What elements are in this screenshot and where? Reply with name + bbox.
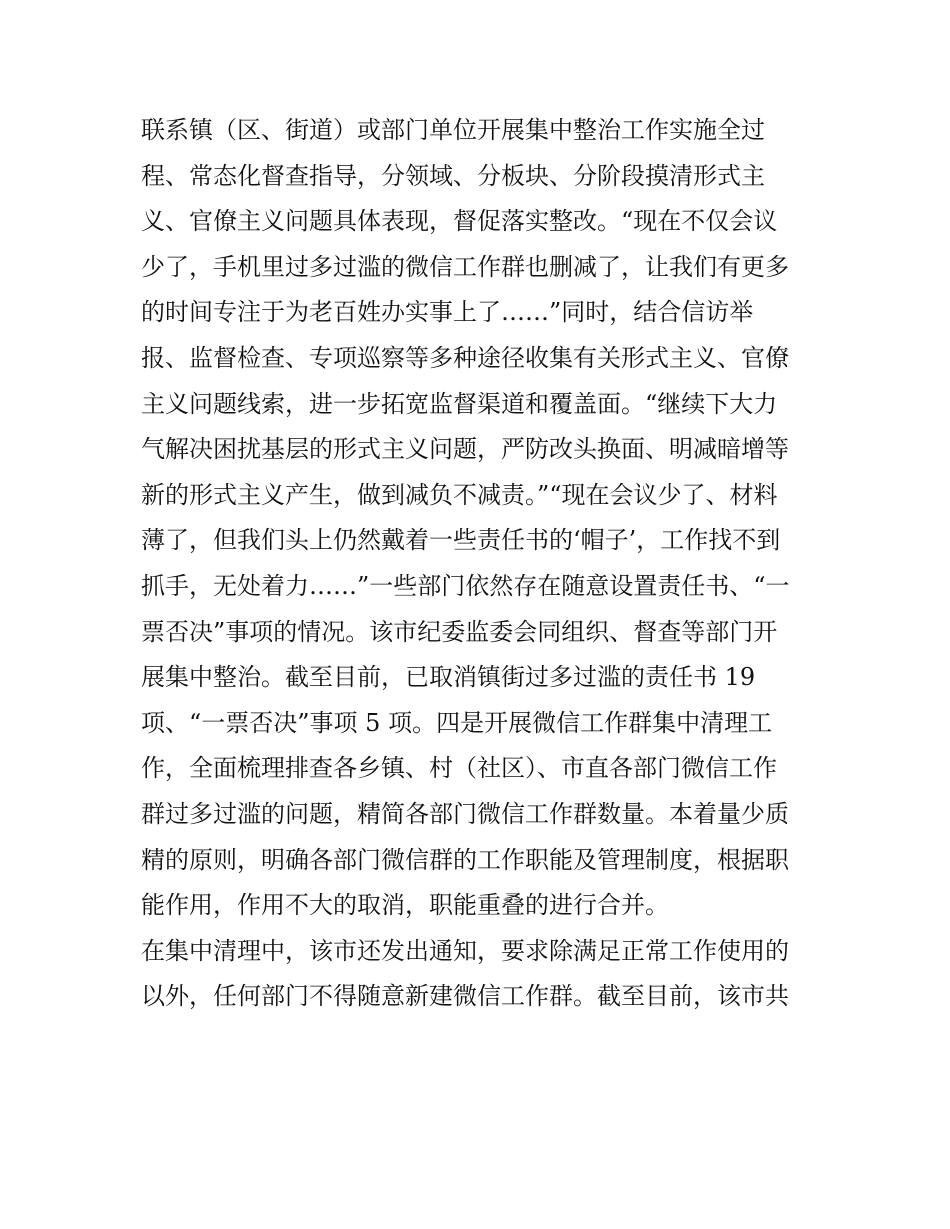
text-line: 作，全面梳理排查各乡镇、村（社区）、市直各部门微信工作	[141, 754, 777, 783]
text-line: 群过多过滥的问题，精简各部门微信工作群数量。本着量少质	[141, 799, 789, 828]
text-line: 气解决困扰基层的形式主义问题，严防改头换面、明减暗增等	[141, 435, 789, 464]
body-text	[141, 108, 821, 1020]
text-line: 报、监督检查、专项巡察等多种途径收集有关形式主义、官僚	[141, 343, 789, 372]
text-line: 展集中整治。截至目前，已取消镇街过多过滥的责任书 19	[141, 663, 756, 692]
text-line: 以外，任何部门不得随意新建微信工作群。截至目前，该市共	[141, 982, 789, 1011]
text-line: 项、“一票否决”事项 5 项。四是开展微信工作群集中清理工	[141, 708, 773, 737]
text-line: 义、官僚主义问题具体表现，督促落实整改。“现在不仅会议	[141, 207, 778, 236]
text-line: 在集中清理中，该市还发出通知，要求除满足正常工作使用的	[141, 936, 789, 965]
text-line: 精的原则，明确各部门微信群的工作职能及管理制度，根据职	[141, 845, 789, 874]
text-line: 少了，手机里过多过滥的微信工作群也删减了，让我们有更多	[141, 252, 789, 281]
text-line: 的时间专注于为老百姓办实事上了……”同时，结合信访举	[141, 298, 754, 327]
text-line: 新的形式主义产生，做到减负不减责。”“现在会议少了、材料	[141, 480, 778, 509]
text-line: 程、常态化督查指导，分领域、分板块、分阶段摸清形式主	[141, 161, 765, 190]
text-line: 票否决”事项的情况。该市纪委监委会同组织、督查等部门开	[141, 617, 778, 646]
text-line: 抓手，无处着力……”一些部门依然存在随意设置责任书、“一	[141, 571, 790, 600]
text-line: 薄了，但我们头上仍然戴着一些责任书的‘帽子’，工作找不到	[141, 526, 781, 555]
text-line: 能作用，作用不大的取消，职能重叠的进行合并。	[141, 891, 669, 920]
text-line: 联系镇（区、街道）或部门单位开展集中整治工作实施全过	[141, 116, 765, 144]
text-line: 主义问题线索，进一步拓宽监督渠道和覆盖面。“继续下大力	[141, 389, 778, 418]
